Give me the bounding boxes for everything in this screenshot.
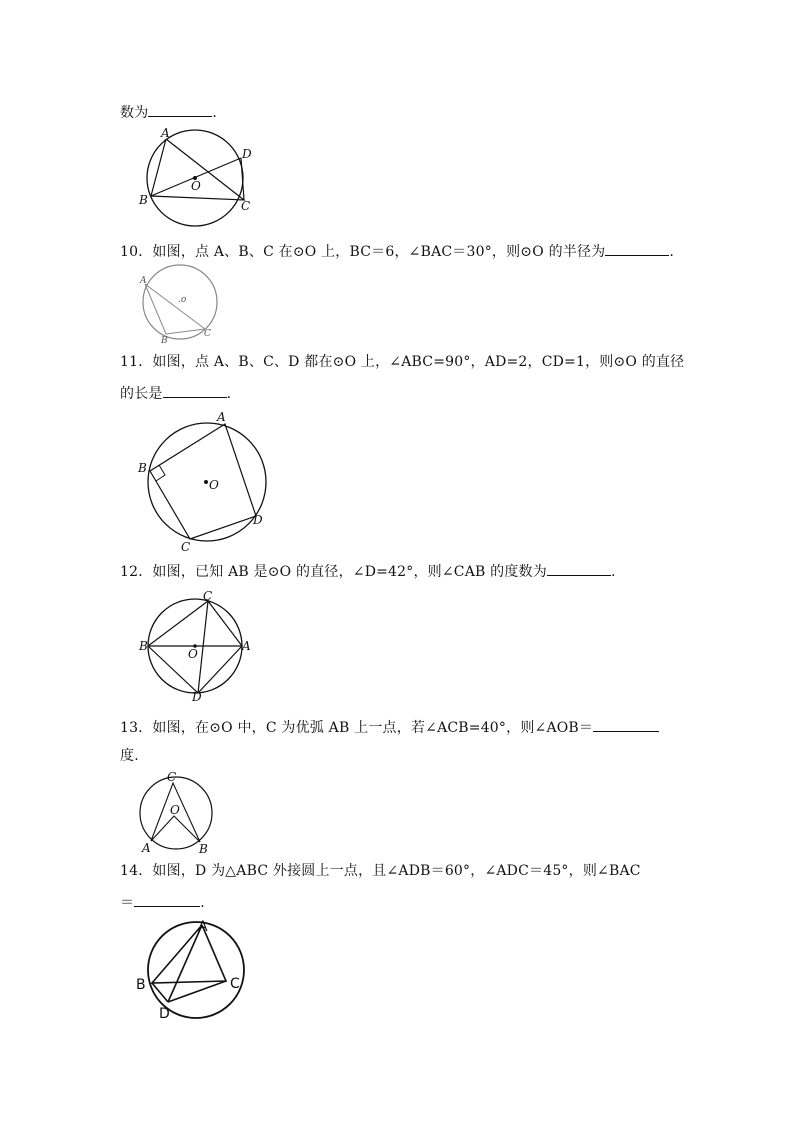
figure-q12 <box>138 590 258 702</box>
label-a: A <box>161 126 170 140</box>
label-c: C <box>167 770 177 784</box>
q11-line2 <box>120 382 231 404</box>
q12-text: 12．如图，已知 AB 是⊙O 的直径，∠D=42°，则∠CAB 的度数为 <box>120 564 547 580</box>
label-a: A <box>242 639 251 653</box>
q11-text-2: 的长是 <box>120 386 163 402</box>
q12-period: . <box>610 564 616 580</box>
figure-q10 <box>138 262 223 344</box>
q11-period: . <box>226 386 232 402</box>
label-a: A <box>217 410 226 424</box>
label-b: B <box>199 842 208 856</box>
q14-answer-blank[interactable] <box>134 891 200 907</box>
q10-text: 10．如图，点 A、B、C 在⊙O 上，BC＝6，∠BAC＝30°，则⊙O 的半径为 <box>120 244 606 260</box>
label-c: C <box>203 589 213 603</box>
segment-cd <box>198 601 208 693</box>
label-b: B <box>138 461 147 475</box>
q14-equals: ＝ <box>120 895 135 911</box>
figure-q13 <box>136 770 218 854</box>
segment-ad <box>168 925 202 1002</box>
q13-line2 <box>120 746 139 766</box>
q10-line <box>120 240 674 262</box>
label-a: A <box>142 841 151 855</box>
figure-q11 <box>135 410 275 555</box>
label-b: B <box>139 193 148 207</box>
label-a: A <box>140 276 147 286</box>
label-c: C <box>181 540 191 554</box>
label-b: B <box>139 639 148 653</box>
q14-period: . <box>200 895 205 911</box>
angle-aob <box>151 816 200 842</box>
q9-period: . <box>212 105 218 121</box>
q10-period: . <box>669 244 675 260</box>
q14-line1 <box>120 861 641 881</box>
label-d: D <box>192 690 202 704</box>
q13-answer-blank[interactable] <box>593 716 659 732</box>
label-o: O <box>209 478 219 492</box>
label-c: C <box>230 976 240 992</box>
right-angle-mark <box>156 465 165 481</box>
q11-line1 <box>120 352 684 372</box>
label-b: B <box>161 336 168 346</box>
q13-line1 <box>120 716 659 738</box>
q13-text-2: 度. <box>120 748 139 764</box>
q9-answer-blank[interactable] <box>148 101 212 117</box>
label-d: D <box>242 147 252 161</box>
label-c: C <box>204 329 211 339</box>
q11-answer-blank[interactable] <box>163 382 227 398</box>
figure-q9 <box>135 125 260 230</box>
triangle-abc <box>145 284 205 334</box>
label-c: C <box>241 199 251 213</box>
q10-answer-blank[interactable] <box>605 240 669 256</box>
label-o: O <box>170 803 180 817</box>
q14-text: 14．如图，D 为△ABC 外接圆上一点，且∠ADB＝60°，∠ADC＝45°，则∠BAC <box>120 863 641 879</box>
label-a: A <box>198 919 208 935</box>
label-o: O <box>191 179 201 193</box>
label-d: D <box>253 513 263 527</box>
q14-line2 <box>120 891 205 913</box>
figure-q14 <box>130 915 250 1025</box>
q9-text: 数为 <box>120 105 149 121</box>
q12-line <box>120 560 616 582</box>
q9-line <box>120 101 217 123</box>
label-o: O <box>188 647 198 661</box>
label-o: .o <box>178 295 187 305</box>
q11-text: 11．如图，点 A、B、C、D 都在⊙O 上，∠ABC=90°，AD=2，CD=1，则⊙O 的直径 <box>120 354 685 370</box>
label-d: D <box>159 1006 170 1022</box>
q13-text: 13．如图，在⊙O 中，C 为优弧 AB 上一点，若∠ACB=40°，则∠AOB＝ <box>120 720 594 736</box>
label-b: B <box>136 977 146 993</box>
quadrilateral-abcd <box>150 424 256 539</box>
center-point <box>204 480 208 484</box>
q12-answer-blank[interactable] <box>547 560 611 576</box>
